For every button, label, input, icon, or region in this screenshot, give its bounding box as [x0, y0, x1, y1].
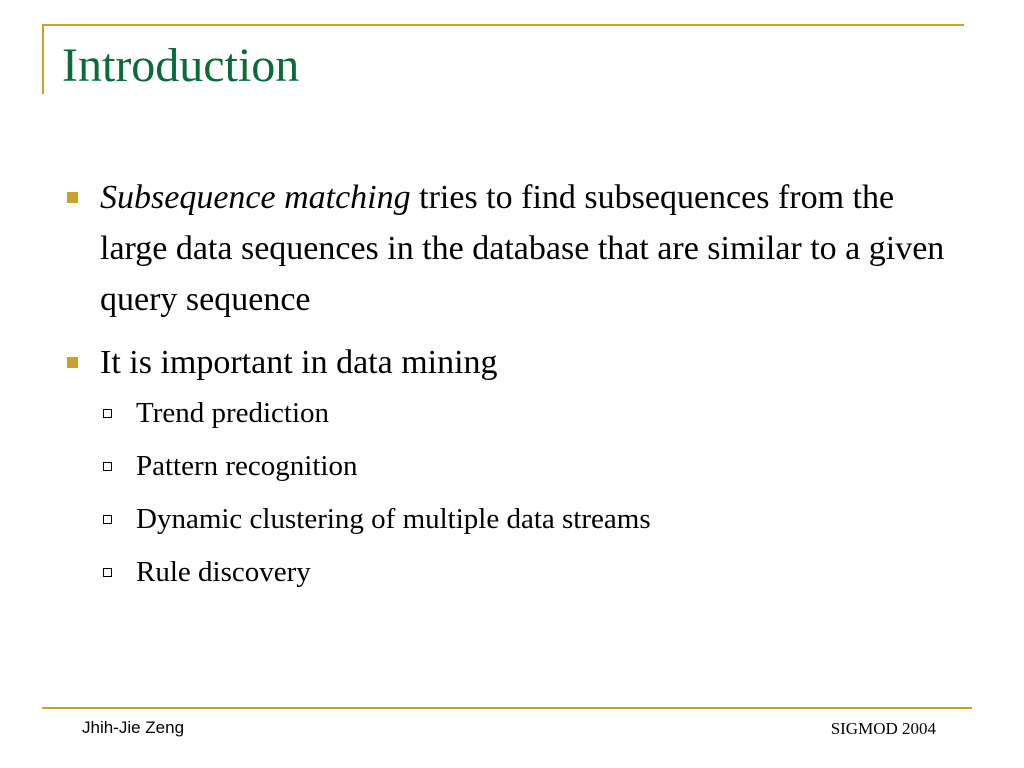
bullet-text: It is important in data mining [100, 344, 498, 381]
hollow-square-bullet-icon [103, 409, 112, 418]
sub-bullet-text: Dynamic clustering of multiple data streams [136, 503, 651, 535]
slide-title: Introduction [62, 39, 300, 92]
bullet-item [62, 337, 962, 388]
sub-bullet-text: Pattern recognition [136, 450, 358, 482]
square-bullet-icon [67, 357, 78, 368]
sub-bullet-text: Rule discovery [136, 556, 311, 588]
bullet-text: tries to find subsequences from the large data sequences in the database that are similar to a given query sequence [100, 179, 945, 318]
bullet-italic-lead: Subsequence matching [100, 179, 411, 216]
footer-rule [42, 707, 972, 709]
slide-content [62, 172, 962, 592]
sub-bullet-item [62, 499, 962, 539]
sub-bullet-list [62, 393, 962, 592]
sub-bullet-item [62, 393, 962, 433]
hollow-square-bullet-icon [103, 568, 112, 577]
hollow-square-bullet-icon [103, 515, 112, 524]
footer-author: Jhih-Jie Zeng [82, 718, 185, 737]
sub-bullet-item [62, 446, 962, 486]
frame-left-rule [42, 24, 44, 94]
frame-top-rule [42, 24, 964, 26]
hollow-square-bullet-icon [103, 462, 112, 471]
sub-bullet-text: Trend prediction [136, 397, 330, 429]
bullet-item [62, 172, 962, 325]
sub-bullet-item [62, 552, 962, 592]
footer-venue: SIGMOD 2004 [830, 719, 936, 738]
square-bullet-icon [67, 192, 78, 203]
